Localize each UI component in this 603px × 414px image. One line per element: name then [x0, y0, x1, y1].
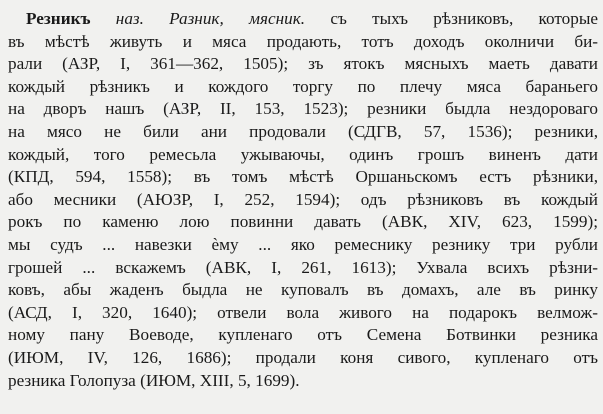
entry-line-3: рали (АЗР, І, 361—362, 1505); зъ ятокъ мясныхъ маеть давати — [8, 54, 598, 74]
entry-line-7: кождый, того ремесьла ужываючы, одинъ грошъ виненъ дати — [8, 144, 598, 164]
entry-line-1 — [8, 8, 598, 31]
entry-line-17: резника Голопуза (ИЮМ, ХІІІ, 5, 1699). — [8, 370, 300, 390]
entry-line-4: кождый рѣзникъ и кождого торгу по плечу мяса бараньего — [8, 76, 598, 96]
entry-line-15: ному пану Воеводе, купленаго отъ Семена Ботвинки резника — [8, 325, 598, 345]
entry-line-11: мы судъ ... навезки ѐму ... яко ремеснику резнику три рубли — [8, 234, 598, 254]
entry-line-14: (АСД, І, 320, 1640); отвели вола живого на подарокъ велмож- — [8, 302, 598, 322]
entry-line-12: грошей ... вскажемъ (АВК, І, 261, 1613); Ухвала всихъ рѣзни- — [8, 257, 598, 277]
entry-text: съ тыхъ рѣзниковъ, которые — [330, 9, 598, 28]
dictionary-entry — [8, 8, 598, 392]
entry-line-2: въ мѣстѣ живуть и мяса продають, тотъ доходъ околничи би- — [8, 31, 598, 51]
entry-line-5: на дворъ нашъ (АЗР, ІІ, 153, 1523); резники быдла нездороваго — [8, 99, 598, 119]
entry-gloss: наз. Разник, мясник. — [115, 9, 306, 28]
entry-line-9: або месники (АЮЗР, І, 252, 1594); одъ рѣзниковъ въ кождый — [8, 189, 598, 209]
entry-line-10: рокъ по каменю лою повинни давать (АВК, XIV, 623, 1599); — [8, 212, 598, 232]
entry-line-6: на мясо не били ани продовали (СДГВ, 57, 1536); резники, — [8, 121, 598, 141]
entry-line-13: ковъ, абы жаденъ быдла не куповалъ въ домахъ, але въ ринку — [8, 280, 598, 300]
entry-headword: Резникъ — [26, 9, 91, 28]
entry-line-16: (ИЮМ, IV, 126, 1686); продали коня сивого, купленаго отъ — [8, 347, 598, 367]
entry-line-8: (КПД, 594, 1558); въ томъ мѣстѣ Оршаньскомъ естъ рѣзники, — [8, 167, 598, 187]
